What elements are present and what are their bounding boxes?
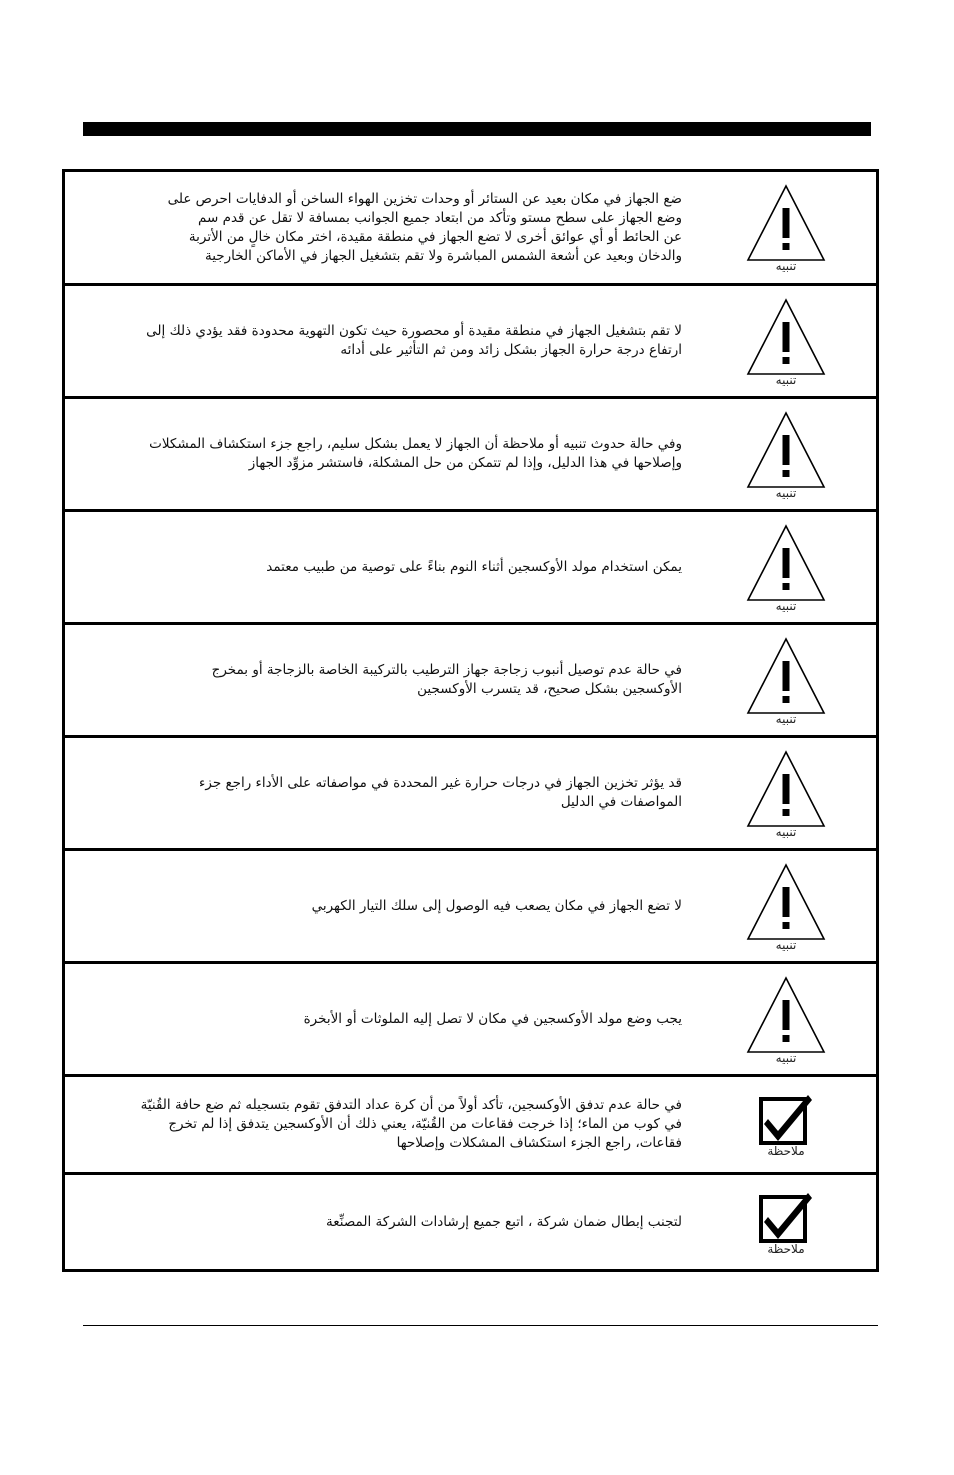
notice-text: قد يؤثر تخزين الجهاز في درجات حرارة غير المحددة في مواصفاته على الأداء راجع جزء المواصفات في الدليل (199, 775, 682, 810)
note-label: ملاحظة (767, 1144, 805, 1158)
notice-text: ضع الجهاز في مكان بعيد عن الستائر أو وحدات تخزين الهواء الساخن أو الدفايات احرص على وضع الجهاز على سطح مستو وتأكد من ابتعاد جميع الجوانب بمسافة لا تقل عن قدم سم عن الحائط أو أي عوائق أخرى لا تضع الجهاز في منطقة مقيدة، اختر مكان خالٍ من الأتربة والدخان وبعيد عن أشعة الشمس المباشرة ولا تقم بتشغيل الجهاز في الأماكن الخارجية (167, 190, 682, 264)
notice-text: لتجنب إبطال ضمان شركة ، اتبع جميع إرشادات الشركة المصنِّعة (326, 1213, 682, 1230)
notice-icon-cell (741, 851, 831, 961)
notice-icon-cell (741, 1077, 831, 1172)
notice-icon-cell (741, 738, 831, 848)
notice-icon-cell (741, 625, 831, 735)
caution-label: تنبيه (775, 485, 797, 500)
caution-label: تنبيه (775, 372, 797, 387)
warning-triangle-icon (744, 522, 828, 602)
warning-triangle-icon (744, 748, 828, 828)
note-label: ملاحظة (767, 1241, 805, 1256)
warning-triangle-icon (744, 974, 828, 1054)
caution-label: تنبيه (775, 598, 797, 613)
notice-row (65, 172, 876, 286)
notice-row (65, 851, 876, 964)
notice-row (65, 964, 876, 1077)
notice-row (65, 512, 876, 625)
warning-triangle-icon (744, 409, 828, 489)
notice-icon-cell (741, 286, 831, 396)
caution-label: تنبيه (775, 711, 797, 726)
notice-row (65, 286, 876, 399)
notice-text: لا تضع الجهاز في مكان يصعب فيه الوصول إلى سلك التيار الكهربي (311, 897, 682, 914)
notice-row (65, 1077, 876, 1175)
notice-icon-cell (741, 172, 831, 283)
checkbox-check-icon (756, 1091, 816, 1147)
footer-rule (83, 1325, 878, 1326)
notice-icon-cell (741, 964, 831, 1074)
notice-icon-cell (741, 399, 831, 509)
notice-row (65, 399, 876, 512)
checkbox-check-icon (756, 1189, 816, 1245)
warning-triangle-icon (744, 635, 828, 715)
notice-row (65, 625, 876, 738)
header-rule (83, 122, 871, 136)
notice-icon-cell (741, 1175, 831, 1269)
safety-notices-table (62, 169, 879, 1272)
notice-text: يمكن استخدام مولد الأوكسجين أثناء النوم بناءً على توصية من طبيب معتمد (266, 558, 682, 575)
warning-triangle-icon (744, 861, 828, 941)
notice-text: في حالة عدم تدفق الأوكسجين، تأكد أولاً من أن كرة عداد التدفق تقوم بتسجيله ثم ضع حافة القُنيّة في كوب من الماء؛ إذا خرجت فقاعات من القُنيّة، يعني ذلك أن الأوكسجين يتدفق إذا لم تخرج فقاعات، راجع الجزء استكشاف المشكلات وإصلاحها (140, 1097, 682, 1151)
caution-label: تنبيه (775, 824, 797, 839)
notice-text: يجب وضع مولد الأوكسجين في مكان لا تصل إليه الملوثات أو الأبخرة (303, 1010, 682, 1027)
notice-text: في حالة عدم توصيل أنبوب زجاجة جهاز الترطيب بالتركيبة الخاصة بالزجاجة أو بمخرج الأوكسجين بشكل صحيح، قد يتسرب الأوكسجين (211, 662, 682, 697)
notice-text: وفي حالة حدوث تنبيه أو ملاحظة أن الجهاز لا يعمل بشكل سليم، راجع جزء استكشاف المشكلات وإصلاحها في هذا الدليل، وإذا لم تتمكن من حل المشكلة، فاستشر مزوِّد الجهاز (149, 436, 682, 471)
caution-label: تنبيه (775, 259, 797, 273)
notice-row (65, 1175, 876, 1269)
caution-label: تنبيه (775, 937, 797, 952)
notice-icon-cell (741, 512, 831, 622)
notice-row (65, 738, 876, 851)
notice-text: لا تقم بتشغيل الجهاز في منطقة مقيدة أو محصورة حيث تكون التهوية محدودة فقد يؤدي ذلك إلى ارتفاع درجة حرارة الجهاز بشكل زائد ومن ثم التأثير على أدائه (146, 323, 682, 358)
warning-triangle-icon (744, 182, 828, 262)
caution-label: تنبيه (775, 1050, 797, 1065)
warning-triangle-icon (744, 296, 828, 376)
